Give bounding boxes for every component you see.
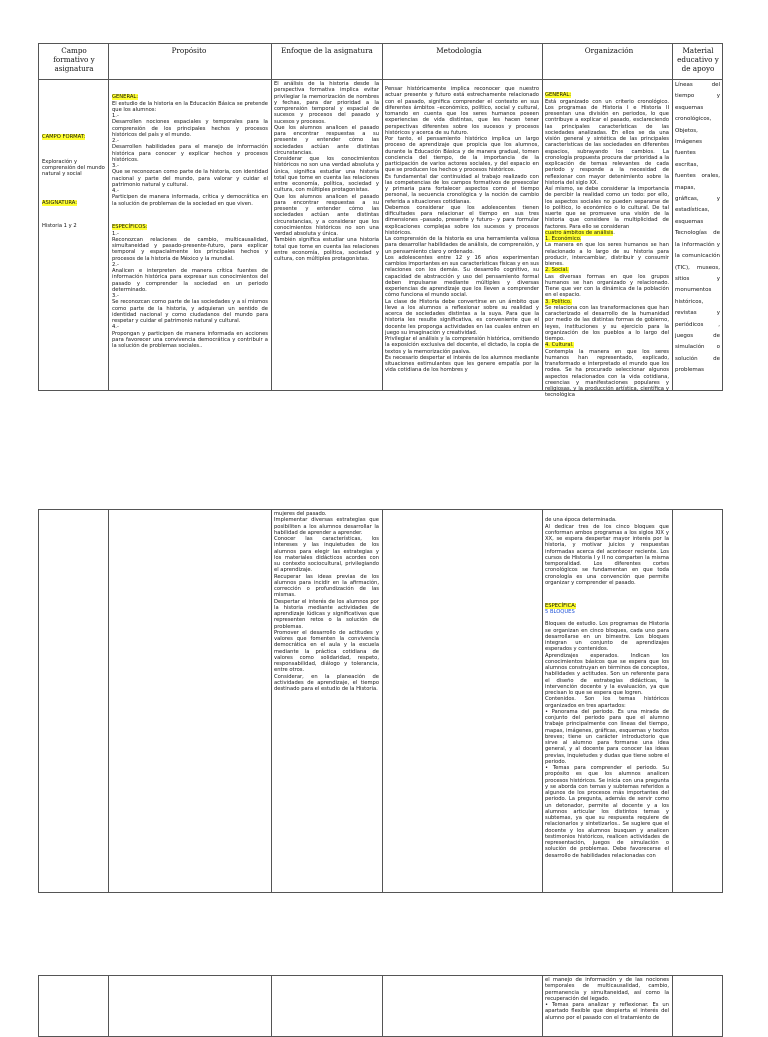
asignatura-text: Historia 1 y 2 (42, 222, 77, 229)
ambito-economico-text: La manera en que los seres humanos se han relacionado a lo largo de su historia para producir, intercambiar, distribuir y consumir bienes. (545, 242, 669, 267)
proposito-cell (112, 88, 268, 388)
proposito-especificos-label: ESPECÍFICOS: (112, 224, 148, 231)
organizacion-bloques-text: Bloques de estudio. Los programas de Historia se organizan en cinco bloques, cada uno para desarrollarse en un bimestre. Los bloques integran un conjunto de aprendizajes esperados y contenidos. Aprendizajes esperados. Indican los conocimientos básicos que se espera que los alumnos construyan en términos de conceptos, habilidades y actitudes. Son un referente para el diseño de estrategias didácticas, la intervención docente y la evaluación, ya que precisan lo que se espera que logren. Contenidos. Son los temas históricos organizados en tres apartados: • Panorama del periodo. Es una mirada de conjunto del periodo para que el alumno trabaje principalmente con líneas del tiempo, mapas, imágenes, gráficas, esquemas y textos breves; tiene un carácter introductorio que sirve al alumno para formarse una idea general, y al docente para conocer las ideas previas, inquietudes y dudas que tiene sobre el periodo. • Temas para comprender el periodo. Su propósito es que los alumnos analicen procesos históricos. Se inicia con una pregunta y se aborda con temas y subtemas referidos a algunos de los procesos más importantes del periodo. La pregunta, además de servir como un detonador, permite al docente y a los alumnos articular los distintos temas y subtemas, ya que su respuesta requiere de relacionarlos y sintetizarlos.. Se sugiere que el docente y los alumnos busquen y analicen testimonios históricos, realicen actividades de representación, juegos de simulación o solución de problemas. Debe favorecerse el desarrollo de habilidades relacionadas con (545, 621, 669, 859)
enfoque-cell: El análisis de la historia desde la perspectiva formativa implica evitar privilegiar la memorización de nombres y fechas, para dar prioridad a la comprensión temporal y espacial de sucesos y procesos del pasado y sucesos y procesos. Que los alumnos analicen el pasado para encontrar respuestas a su presente y entender cómo las sociedades actúan ante distintas circunstancias. Considerar que los conocimientos históricos no son una verdad absoluta y única, significa estudiar una historia total que tome en cuenta las relaciones entre economía, política, sociedad y cultura, con múltiples protagonistas. Que los alumnos analicen el pasado para encontrar respuestas a su presente y entender cómo las sociedades actúan ante distintas circunstancias, y a considerar que los conocimientos históricos no son una verdad absoluta y única. También significa estudiar una historia total que tome en cuenta las relaciones entre economía, política, sociedad y cultura, con múltiples protagonistas. (274, 81, 379, 262)
ambito-economico: 1. Económico. (545, 236, 582, 242)
header-enfoque: Enfoque de la asignatura (281, 46, 373, 55)
enfoque-cell-continued: mujeres del pasado. Implementar diversas estrategias que posibiliten a los alumnos desarrollar la habilidad de aprender a aprender. Conocer las características, los intereses y las inquietudes de los alumnos para elegir las estrategias y los materiales didácticos acordes con su contexto sociocultural, privilegiando el aprendizaje. Recuperar las ideas previas de los alumnos para incidir en la afirmación, corrección o profundización de las mismas. Despertar el interés de los alumnos por la historia mediante actividades de aprendizaje lúdicas y significativas que representen retos o la solución de problemas. Promover el desarrollo de actitudes y valores que fomenten la convivencia democrática en el aula y la escuela mediante la práctica cotidiana de valores como solidaridad, respeto, responsabilidad, diálogo y tolerancia, entre otros. Considerar, en la planeación de actividades de aprendizaje, el tiempo destinado para el estudio de la Historia. (274, 511, 379, 692)
organizacion-especifica-label: ESPECÍFICA: (545, 602, 577, 609)
campo-formativo-text: Exploración y comprensión del mundo natural y social (42, 158, 105, 178)
header-metodologia: Metodología (436, 46, 482, 55)
proposito-general-label: GENERAL: (112, 94, 139, 101)
ambito-politico: 3. Político. (545, 298, 572, 305)
header-material: Material educativo y de apoyo (677, 46, 719, 73)
proposito-general-text: El estudio de la historia en la Educación Básica se pretende que los alumnos: 1.- Desarrollen nociones espaciales y temporales para la comprensión de los principales hechos y procesos históricos del país y el mundo. 2.- Desarrollen habilidades para el manejo de información histórica para conocer y explicar hechos y procesos históricos. 3.- Que se reconozcan como parte de la historia, con identidad nacional y parte del mundo, para valorar y cuidar el patrimonio natural y cultural. 4.- Participen de manera informada, crítica y democrática en la solución de problemas de la sociedad en que viven. (112, 100, 268, 207)
ambito-cultural-text: Contempla la manera en que los seres humanos han representado, explicado, transformado e interpretado el mundo que los rodea. Se ha procurado seleccionar algunos aspectos relacionados con la vida cotidiana, creencias y manifestaciones populares y religiosas, y la producción artística, científica y tecnológica (545, 348, 669, 399)
organizacion-ambitos: cuatro ámbitos de análisis (545, 229, 614, 236)
campo-cell (42, 128, 106, 308)
organizacion-bloques-label: 5 BLOQUES (545, 608, 575, 615)
page-2 (38, 509, 723, 893)
ambito-cultural: 4. Cultural. (545, 342, 574, 349)
metodologia-cell: Pensar históricamente implica reconocer que nuestro actuar presente y futuro está estrechamente relacionado con el pasado, significa comprender el contexto en sus diferentes ámbitos –económico, político, social y cultural, tomando en cuenta que los seres humanos poseen experiencias de vida distintas, que les hacen tener perspectivas diferentes sobre los sucesos y procesos históricos y acerca de su futuro. Por tanto, el pensamiento histórico implica un largo proceso de aprendizaje que propicia que los alumnos, durante la Educación Básica y de manera gradual, tomen conciencia del tiempo, de la importancia de la participación de varios actores sociales, y del espacio en que se producen los hechos y procesos históricos. Es fundamental dar continuidad al trabajo realizado con las competencias de los campos formativos de preescolar y primaria para fortalecer aspectos como el tiempo personal, la secuencia cronológica y la noción de cambio referida a situaciones cotidianas. Debemos considerar que los adolescentes tienen dificultades para relacionar el tiempo en sus tres dimensiones –pasado, presente y futuro– y para formular explicaciones complejas sobre los sucesos y procesos históricos. La comprensión de la historia es una herramienta valiosa para desarrollar habilidades de análisis, de comprensión, y un pensamiento claro y ordenado. Los adolescentes entre 12 y 16 años experimentan cambios importantes en sus características físicas y en sus relaciones con los demás. Su desarrollo cognitivo, su capacidad de abstracción y uso del pensamiento formal deben impulsarse mediante múltiples y diversas experiencias de aprendizaje que los lleven a comprender cómo funciona el mundo social. La clase de Historia debe convertirse en un ámbito que lleve a los alumnos a reflexionar sobre su realidad y acerca de sociedades distintas a la suya. Para que la historia les resulte significativa, es conveniente que el docente les proponga actividades en las cuales entren en juego su imaginación y creatividad. Privilegiar el análisis y la comprensión histórica, omitiendo la exposición exclusiva del docente, el dictado, la copia de textos y la memorización pasiva. Es necesario despertar el interés de los alumnos mediante situaciones estimulantes que les genere empatía por la vida cotidiana de los hombres y (385, 86, 539, 374)
header-proposito: Propósito (171, 46, 207, 55)
page-3 (38, 975, 723, 1037)
organizacion-cell-continued (545, 511, 669, 889)
campo-formativo-label: CAMPO FORMAT: (42, 134, 86, 141)
organizacion-cell-page3: el manejo de información y de las nociones temporales de multicausalidad, cambio, permanencia y simultaneidad, así como la recuperación del legado. • Temas para analizar y reflexionar. Es un apartado flexible que despierta el interés del alumno por el pasado con el tratamiento de (545, 977, 669, 1021)
organizacion-general-text: Está organizado con un criterio cronológico. Los programas de Historia I e Historia II presentan una división en periodos, lo que contribuye a explicar el pasado, esclareciendo las principales características de las sociedades analizadas. En ellos se da una visión general y sintética de las principales características de las sociedades en diferentes espacios, subrayando los cambios. La cronología propuesta procura dar prioridad a la explicación de temas relevantes de cada periodo y responde a la necesidad de reflexionar con mayor detenimiento sobre la historia del siglo XX. Así mismo, se debe considerar la importancia de percibir la realidad como un todo: por ello, los aspectos sociales no pueden separarse de lo político, lo económico o lo cultural. De tal suerte que se promueve una visión de la historia que considere la multiplicidad de factores. Para ello se consideran (545, 98, 669, 230)
organizacion-cell: GENERAL: Está organizado con un criterio cronológico. Los programas de Historia I e Historia II presentan una división en periodos, lo que contribuye a explicar el pasado, esclareciendo las principales características de las sociedades analizadas. En ellos se da una visión general y sintética de las principales características de las sociedades en diferentes espacios, subrayando los cambios. La cronología propuesta procura dar prioridad a la explicación de temas relevantes de cada periodo y responde a la necesidad de reflexionar con mayor detenimiento sobre la historia del siglo XX. Así mismo, se debe considerar la importancia de percibir la realidad como un todo: por ello, los aspectos sociales no pueden separarse de lo político, lo económico o lo cultural. De tal suerte que se promueve una visión de la historia que considere la multiplicidad de factores. Para ello se consideran cuatro ámbitos de análisis. 1. Económico. La manera en que los seres humanos se han relacionado a lo largo de su historia para producir, intercambiar, distribuir y consumir bienes. 2. Social. Las diversas formas en que los grupos humanos se han organizado y relacionado. Tiene que ver con la dinámica de la población en el espacio. 3. Político. Se relaciona con las transformaciones que han caracterizado el desarrollo de la humanidad por medio de las distintas formas de gobierno, leyes, instituciones y su ejercicio para la organización de los pueblos a lo largo del tiempo. 4. Cultural. Contempla la manera en que los seres humanos han representado, explicado, transformado e interpretado el mundo que los rodea. Se ha procurado seleccionar algunos aspectos relacionados con la vida cotidiana, creencias y manifestaciones populares y religiosas, y la producción artística, científica y tecnológica (545, 92, 669, 399)
material-cell: Líneas del tiempo y esquemas cronológicos, Objetos, Imágenes fuentes escritas, fuentes orales, mapas, gráficas, y estadísticas, esquemas Tecnologías de la información y la comunicación (TIC), museos, sitios y monumentos históricos, revistas y periódicos , juegos de simulación o solución de problemas (675, 82, 720, 374)
organizacion-cont-text: de una época determinada. Al dedicar tres de los cinco bloques que conforman ambos programas a los siglos XIX y XX, se espera despertar mayor interés por la historia, y motivar juicios y respuestas informadas acerca del acontecer reciente. Los cursos de Historia I y II no comparten la misma temporalidad. Los diferentes cortes cronológicos se fundamentan en que toda cronología es una convención que permite organizar y comprender el pasado. (545, 517, 669, 586)
page-1 (38, 43, 723, 399)
ambito-politico-text: Se relaciona con las transformaciones que han caracterizado el desarrollo de la humanidad por medio de las distintas formas de gobierno, leyes, instituciones y su ejercicio para la organización de los pueblos a lo largo del tiempo. (545, 304, 669, 342)
ambito-social-text: Las diversas formas en que los grupos humanos se han organizado y relacionado. Tiene que ver con la dinámica de la población en el espacio. (545, 273, 669, 299)
header-organizacion: Organización (584, 46, 634, 55)
asignatura-label: ASIGNATURA: (42, 200, 77, 206)
header-campo: Campo formativo y asignatura (53, 46, 95, 73)
ambito-social: 2. Social. (545, 267, 569, 274)
proposito-especificos-text: 1.- Reconozcan relaciones de cambio, multicausalidad, simultaneidad y pasado-presente-futuro, para explicar temporal y espacialmente los principales hechos y procesos de la historia de México y la mundial. 2.- Analicen e interpreten de manera crítica fuentes de información histórica para expresar sus conocimientos del pasado y comprender la sociedad en un periodo determinado. 3.- Se reconozcan como parte de las sociedades y a sí mismos como parte de la historia, y adquieran un sentido de identidad nacional y como ciudadanos del mundo para respetar y cuidar el patrimonio natural y cultural. 4.- Propongan y participen de manera informada en acciones para favorecer una convivencia democrática y contribuir a la solución de problemas sociales.. (112, 230, 268, 349)
organizacion-general-label: GENERAL: (545, 92, 572, 99)
